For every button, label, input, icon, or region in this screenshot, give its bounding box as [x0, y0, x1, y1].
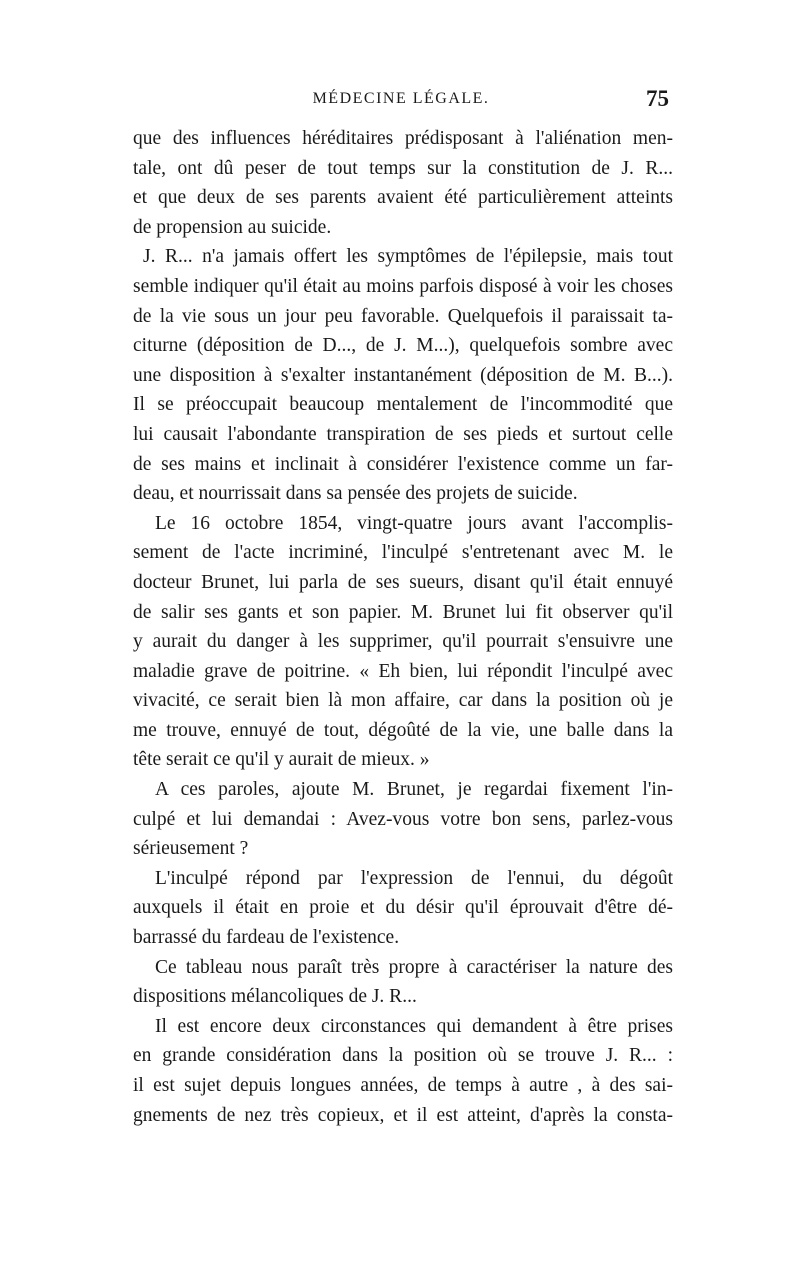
text-line: culpé et lui demandai : Avez-vous votre bon sens, parlez-vous [133, 808, 673, 830]
paragraph [133, 1012, 673, 1130]
text-line: barrassé du fardeau de l'existence. [133, 927, 400, 949]
paragraph [133, 775, 673, 864]
text-line: semble indiquer qu'il était au moins parfois disposé à voir les choses [133, 275, 673, 297]
text-line: une disposition à s'exalter instantanément (déposition de M. B...). [133, 364, 673, 386]
text-line: tête serait ce qu'il y aurait de mieux. » [133, 749, 430, 771]
paragraph [133, 953, 673, 1012]
paragraph [133, 242, 673, 508]
text-line: de ses mains et inclinait à considérer l'existence comme un far- [133, 453, 673, 475]
text-line: auxquels il était en proie et du désir qu'il éprouvait d'être dé- [133, 897, 673, 919]
text-line: il est sujet depuis longues années, de temps à autre , à des sai- [133, 1075, 673, 1096]
text-line: docteur Brunet, lui parla de ses sueurs, disant qu'il était ennuyé [133, 571, 673, 593]
text-line: de propension au suicide. [133, 216, 332, 238]
text-line: Il est encore deux circonstances qui demandent à être prises [155, 1015, 673, 1037]
page-number: 75 [646, 86, 669, 111]
text-line: tale, ont dû peser de tout temps sur la constitution de J. R... [133, 157, 673, 179]
text-line: vivacité, ce serait bien là mon affaire, car dans la position où je [133, 690, 673, 712]
text-line: que des influences héréditaires prédisposant à l'aliénation men- [133, 128, 673, 149]
text-line: de la vie sous un jour peu favorable. Quelquefois il paraissait ta- [133, 305, 673, 327]
paragraph-continuation [133, 124, 673, 242]
text-line: en grande considération dans la position où se trouve J. R... : [133, 1045, 673, 1067]
text-line: deau, et nourrissait dans sa pensée des projets de suicide. [133, 483, 578, 505]
text-line: me trouve, ennuyé de tout, dégoûté de la vie, une balle dans la [133, 719, 673, 741]
running-head [133, 88, 669, 118]
paragraph [133, 509, 673, 775]
text-line: dispositions mélancoliques de J. R... [133, 986, 417, 1008]
text-line: Le 16 octobre 1854, vingt-quatre jours avant l'accomplis- [155, 512, 673, 534]
text-line: y aurait du danger à les supprimer, qu'il pourrait s'ensuivre une [133, 631, 673, 653]
text-line: sérieusement ? [133, 838, 249, 860]
running-title: MÉDECINE LÉGALE. [312, 90, 490, 107]
text-line: lui causait l'abondante transpiration de ses pieds et surtout celle [133, 423, 673, 445]
text-line: citurne (déposition de D..., de J. M...), quelquefois sombre avec [133, 335, 673, 357]
text-line: sement de l'acte incriminé, l'inculpé s'entretenant avec M. le [133, 542, 673, 564]
text-line: de salir ses gants et son papier. M. Brunet lui fit observer qu'il [133, 601, 673, 623]
text-line: L'inculpé répond par l'expression de l'ennui, du dégoût [155, 867, 673, 889]
text-line: gnements de nez très copieux, et il est atteint, d'après la consta- [133, 1104, 673, 1126]
text-body [133, 124, 673, 1130]
text-line: maladie grave de poitrine. « Eh bien, lui répondit l'inculpé avec [133, 660, 673, 682]
text-line: J. R... n'a jamais offert les symptômes de l'épilepsie, mais tout [143, 246, 673, 268]
text-line: Ce tableau nous paraît très propre à caractériser la nature des [155, 956, 673, 978]
paragraph [133, 864, 673, 953]
text-line: A ces paroles, ajoute M. Brunet, je regardai fixement l'in- [155, 779, 673, 801]
text-line: Il se préoccupait beaucoup mentalement de l'incommodité que [133, 394, 673, 416]
text-line: et que deux de ses parents avaient été particulièrement atteints [133, 187, 673, 209]
